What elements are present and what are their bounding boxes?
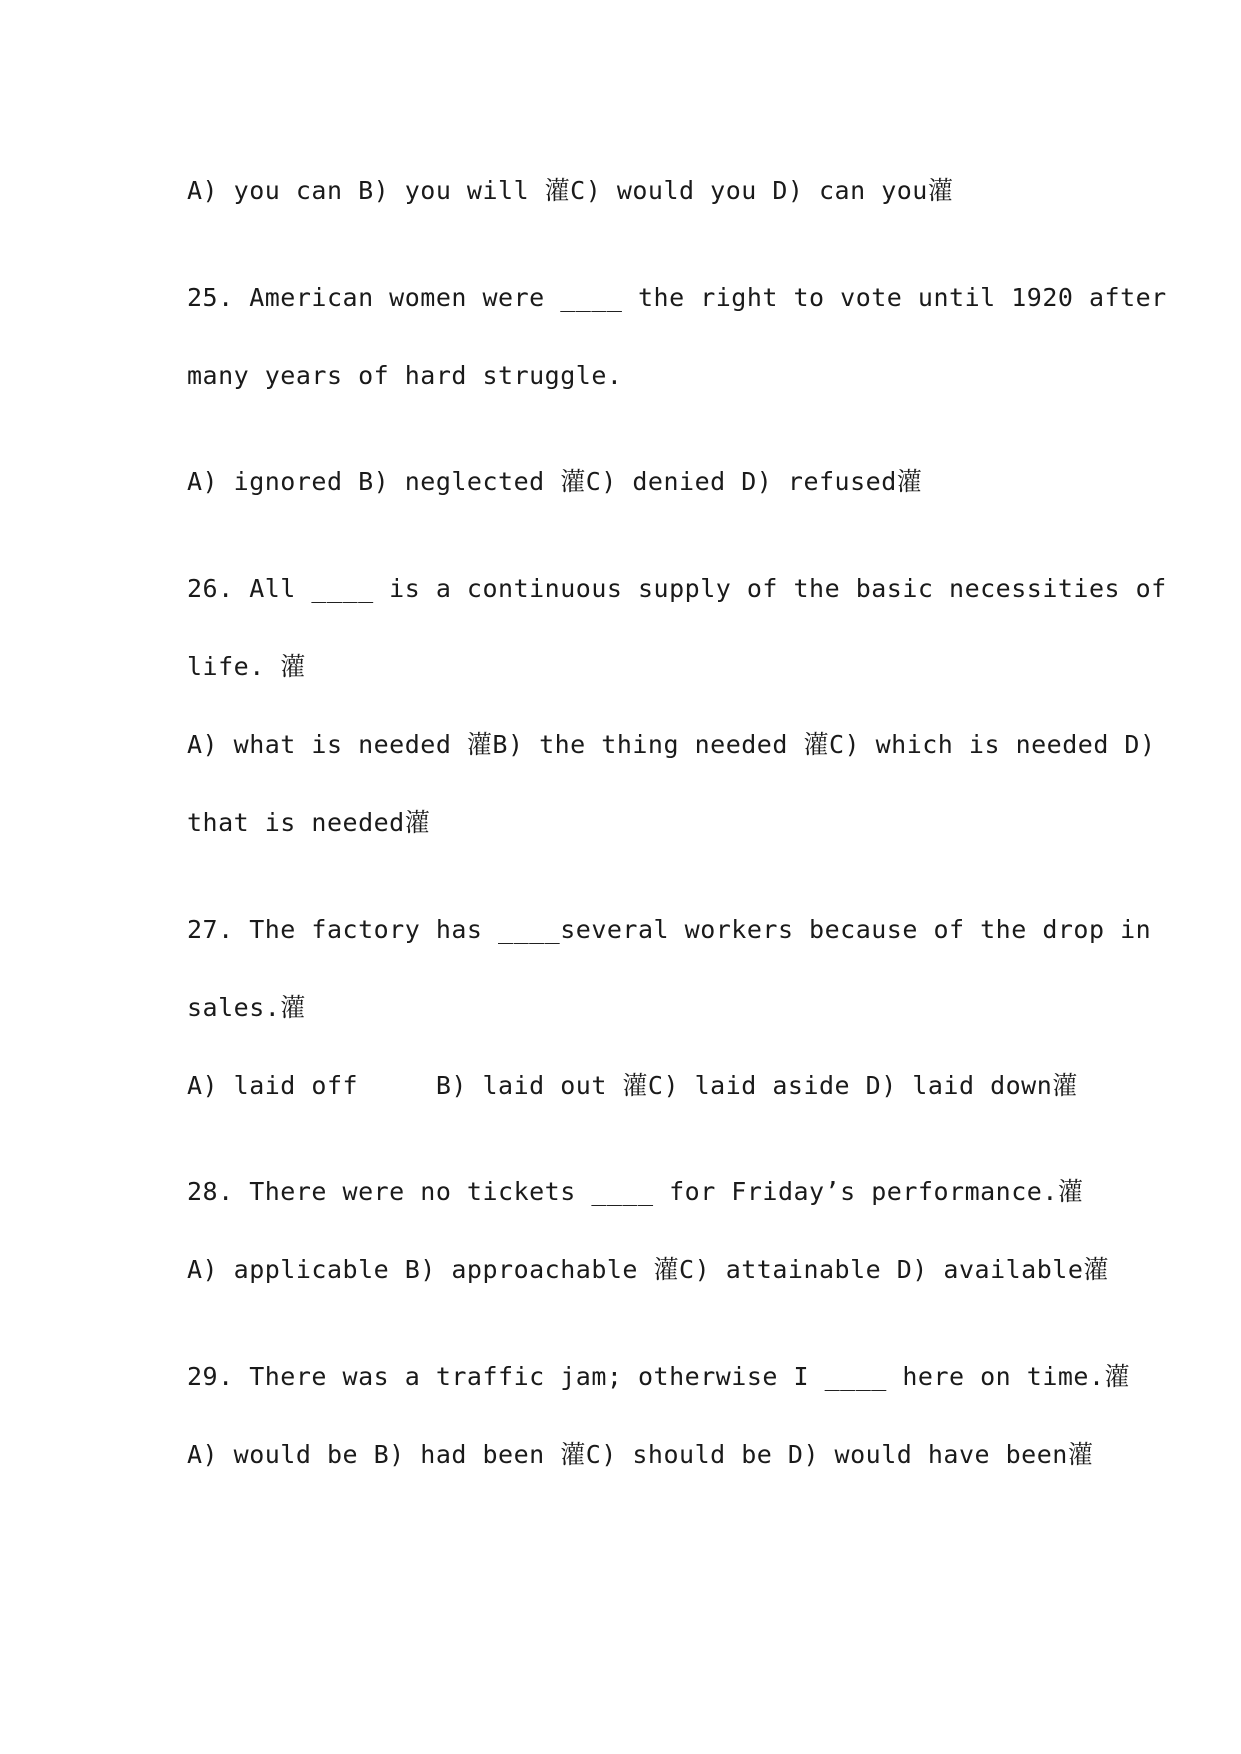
q28-options: A) applicable B) approachable 灌C) attainable D) available灌	[187, 1255, 1109, 1284]
q29-question: 29. There was a traffic jam; otherwise I ____ here on time.灌	[187, 1362, 1131, 1391]
q27-question-line-1: 27. The factory has ____several workers because of the drop in	[187, 915, 1152, 944]
q27-options: A) laid off B) laid out 灌C) laid aside D) laid down灌	[187, 1071, 1078, 1100]
q26-options-line-1: A) what is needed 灌B) the thing needed 灌C) which is needed D)	[187, 730, 1156, 759]
q26-question-line-2: life. 灌	[187, 652, 306, 681]
q27-question-line-2: sales.灌	[187, 993, 306, 1022]
q26-question-line-1: 26. All ____ is a continuous supply of the basic necessities of	[187, 574, 1167, 603]
q29-options: A) would be B) had been 灌C) should be D) would have been灌	[187, 1440, 1094, 1469]
q26-options-line-2: that is needed灌	[187, 808, 431, 837]
q25-options: A) ignored B) neglected 灌C) denied D) refused灌	[187, 467, 923, 496]
q25-question-line-1: 25. American women were ____ the right to vote until 1920 after	[187, 283, 1167, 312]
q25-question-line-2: many years of hard struggle.	[187, 361, 623, 390]
q24-options: A) you can B) you will 灌C) would you D) can you灌	[187, 176, 954, 205]
q28-question: 28. There were no tickets ____ for Friday’s performance.灌	[187, 1177, 1084, 1206]
